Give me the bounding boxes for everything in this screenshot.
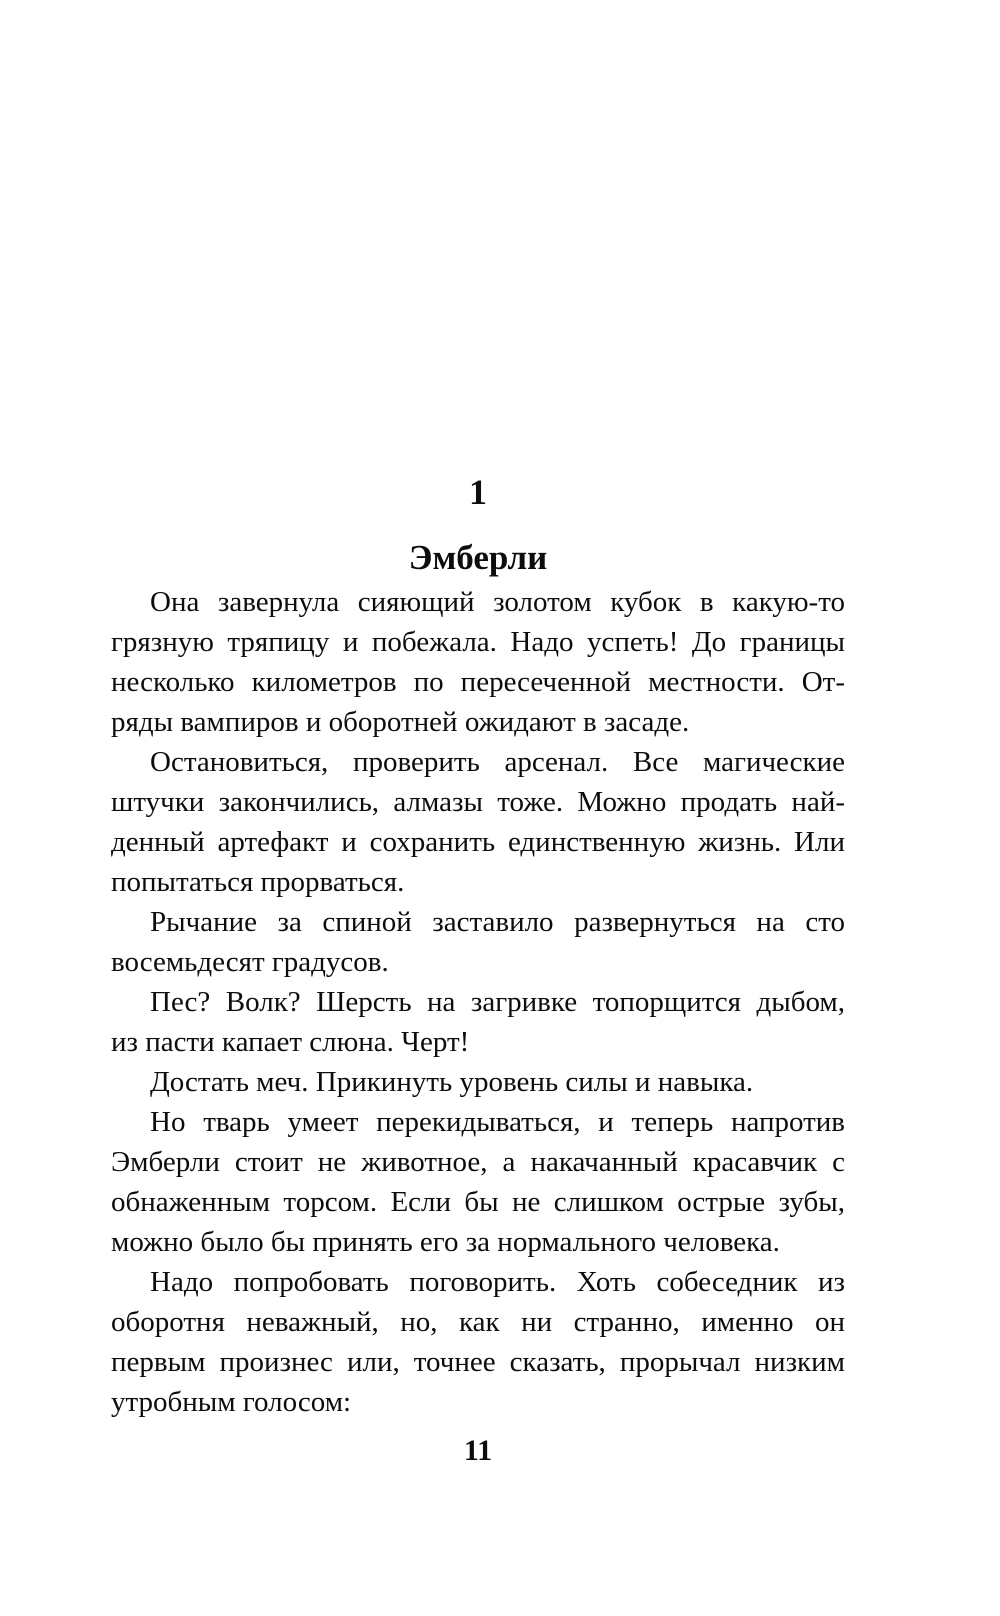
paragraph [111,742,845,902]
text-line: из пасти капает слюна. Черт! [111,1026,470,1058]
text-line: Пес? Волк? Шерсть на загривке топорщится дыбом, [150,986,845,1018]
text-line: Но тварь умеет перекидываться, и теперь напротив [150,1106,845,1138]
text-line: первым произнес или, точнее сказать, прорычал низким [111,1346,845,1378]
text-line: Эмберли стоит не животное, а накачанный красавчик с [111,1146,845,1178]
body-text [111,582,845,1422]
text-line: восемьдесят градусов. [111,946,389,978]
paragraph [111,1062,845,1102]
text-line: штучки закончились, алмазы тоже. Можно продать най- [111,786,845,818]
text-line: Она завернула сияющий золотом кубок в какую-то [150,586,845,618]
text-line: оборотня неважный, но, как ни странно, именно он [111,1306,845,1338]
text-line: денный артефакт и сохранить единственную жизнь. Или [111,826,845,858]
paragraph [111,1102,845,1262]
chapter-number: 1 [469,472,487,512]
text-line: утробным голосом: [111,1386,352,1418]
paragraph [111,1262,845,1422]
paragraph [111,582,845,742]
text-line: обнаженным торсом. Если бы не слишком острые зубы, [111,1186,845,1218]
text-line: попытаться прорваться. [111,866,405,898]
text-line: несколько километров по пересеченной местности. От- [111,666,845,698]
text-line: ряды вампиров и оборотней ожидают в засаде. [111,706,690,738]
paragraph [111,982,845,1062]
paragraph [111,902,845,982]
text-line: грязную тряпицу и побежала. Надо успеть! До границы [111,626,845,658]
text-line: Остановиться, проверить арсенал. Все магические [150,746,845,778]
text-line: Надо попробовать поговорить. Хоть собеседник из [150,1266,845,1298]
text-line: Рычание за спиной заставило развернуться на сто [150,906,845,938]
text-line: можно было бы принять его за нормального человека. [111,1226,780,1258]
text-line: Достать меч. Прикинуть уровень силы и навыка. [150,1066,754,1098]
chapter-title: Эмберли [408,538,548,577]
page-number: 11 [463,1434,493,1467]
